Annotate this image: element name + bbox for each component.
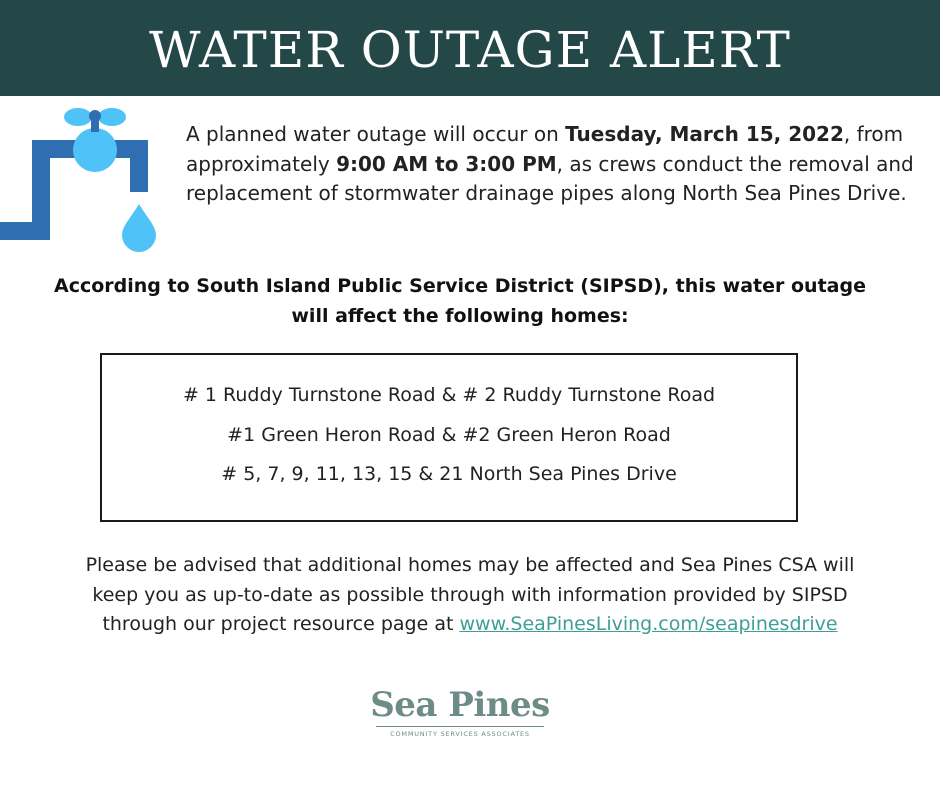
advisory-note: Please be advised that additional homes may be affected and Sea Pines CSA will keep you as up-to-date as possible through with information provided by SIPSD through our project resource page at www.SeaPinesLiving.com/seapinesdrive: [85, 554, 855, 635]
faucet-icon: [0, 104, 165, 254]
outage-time: 9:00 AM to 3:00 PM: [336, 151, 557, 176]
home-line: # 5, 7, 9, 11, 13, 15 & 21 North Sea Pines Drive: [221, 463, 677, 485]
page-title: WATER OUTAGE ALERT: [149, 21, 791, 79]
outage-description: A planned water outage will occur on Tuesday, March 15, 2022, from approximately 9:00 AM to 3:00 PM, as crews conduct the removal and replacement of stormwater drainage pipes along North Sea Pines Drive.: [186, 122, 914, 205]
header-banner: [0, 0, 940, 96]
affected-heading: According to South Island Public Service District (SIPSD), this water outage will affect the following homes:: [54, 275, 866, 327]
affected-homes-box: [100, 353, 798, 522]
home-line: # 1 Ruddy Turnstone Road & # 2 Ruddy Turnstone Road: [182, 384, 716, 406]
resource-page-link[interactable]: www.SeaPinesLiving.com/seapinesdrive: [459, 613, 838, 635]
outage-date: Tuesday, March 15, 2022: [565, 122, 844, 146]
sea-pines-logo: Sea Pines COMMUNITY SERVICES ASSOCIATES: [370, 685, 550, 738]
home-line: #1 Green Heron Road & #2 Green Heron Road: [227, 424, 671, 446]
